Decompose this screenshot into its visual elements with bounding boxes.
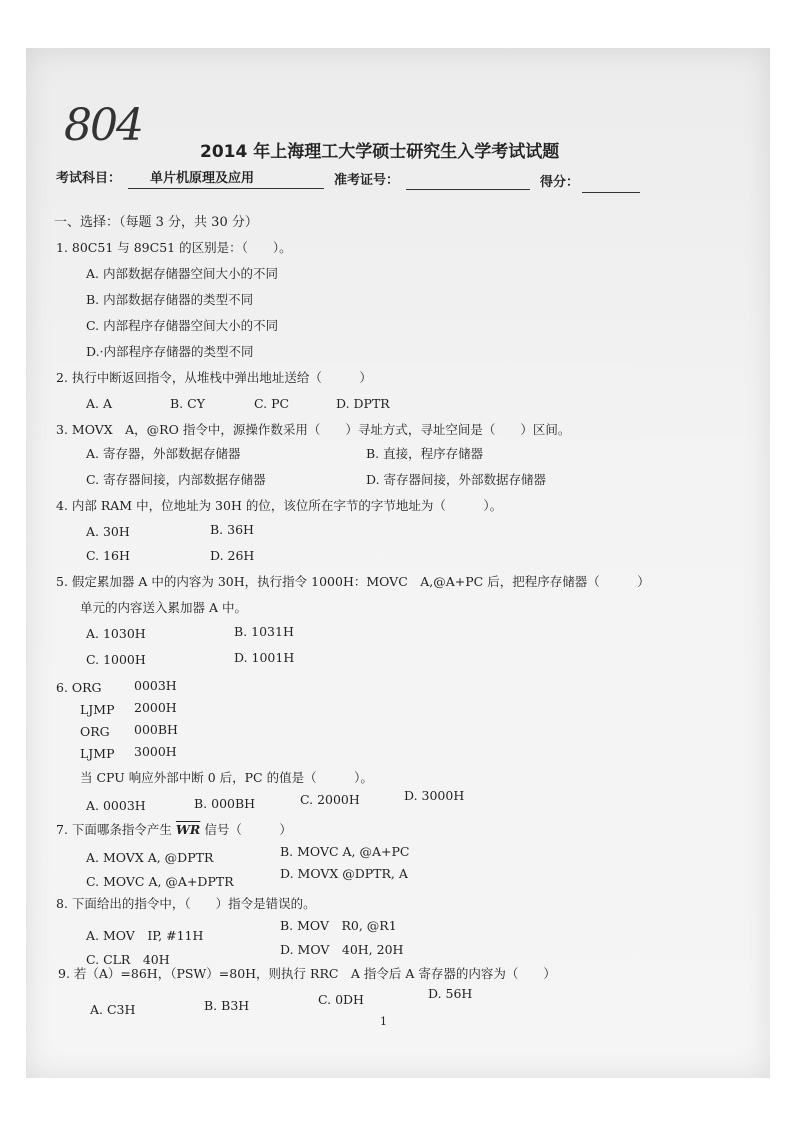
wr-signal: $\overline{WR}$ [175, 822, 201, 837]
q6-code-line-3-op: ORG [80, 724, 110, 739]
q7-stem-pre: 7. 下面哪条指令产生 [56, 822, 172, 837]
q4-option-d: D. 26H [210, 548, 255, 563]
q9-option-a: A. C3H [90, 1002, 136, 1017]
question-4-stem: 4. 内部 RAM 中，位地址为 30H 的位，该位所在字节的字节地址为（ ）。 [56, 498, 503, 513]
q8-option-d: D. MOV 40H, 20H [280, 942, 404, 957]
question-1-stem: 1. 80C51 与 89C51 的区别是：（ ）。 [56, 240, 292, 255]
q6-code-line-4-arg: 3000H [134, 744, 177, 759]
q7-option-d: D. MOVX @DPTR, A [280, 866, 408, 881]
subject-label: 考试科目： [56, 171, 122, 186]
subject-value: 单片机原理及应用 [150, 171, 255, 186]
score-field[interactable] [582, 192, 640, 193]
admission-field[interactable] [406, 189, 530, 190]
q5-option-c: C. 1000H [86, 652, 146, 667]
q1-option-b: B. 内部数据存储器的类型不同 [86, 292, 254, 307]
q3-option-b: B. 直接，程序存储器 [366, 446, 484, 461]
q8-option-a: A. MOV IP, #11H [86, 928, 204, 943]
q2-option-a: A. A [86, 396, 113, 411]
q2-option-d: D. DPTR [336, 396, 390, 411]
question-6-stem: 当 CPU 响应外部中断 0 后，PC 的值是（ ）。 [80, 770, 373, 785]
admission-label: 准考证号： [334, 173, 400, 188]
q4-option-c: C. 16H [86, 548, 130, 563]
score-label: 得分： [540, 175, 580, 190]
q9-option-d: D. 56H [428, 986, 473, 1001]
q6-code-line-1-arg: 0003H [134, 678, 177, 693]
exam-paper [26, 48, 770, 1078]
q6-option-b: B. 000BH [194, 796, 256, 811]
q2-option-c: C. PC [254, 396, 290, 411]
q6-code-line-4-op: LJMP [80, 746, 115, 761]
section-heading: 一、选择：（每题 3 分，共 30 分） [54, 215, 258, 230]
q7-stem-post: 信号（ ） [204, 822, 292, 837]
question-9-stem: 9. 若（A）=86H，（PSW）=80H，则执行 RRC A 指令后 A 寄存器的内容为（ ） [58, 966, 556, 981]
q2-option-b: B. CY [170, 396, 205, 411]
q6-option-a: A. 0003H [86, 798, 146, 813]
q5-option-a: A. 1030H [86, 626, 146, 641]
q6-code-line-2-arg: 2000H [134, 700, 177, 715]
q1-option-c: C. 内部程序存储器空间大小的不同 [86, 318, 279, 333]
q9-option-b: B. B3H [204, 998, 250, 1013]
q3-option-a: A. 寄存器，外部数据存储器 [86, 446, 241, 461]
q7-option-a: A. MOVX A, @DPTR [86, 850, 214, 865]
q7-option-c: C. MOVC A, @A+DPTR [86, 874, 234, 889]
question-7-stem [56, 824, 292, 837]
q1-option-a: A. 内部数据存储器空间大小的不同 [86, 266, 278, 281]
handwritten-code: 804 [64, 100, 142, 151]
q6-code-line-2-op: LJMP [80, 702, 115, 717]
q9-option-c: C. 0DH [318, 992, 364, 1007]
question-8-stem: 8. 下面给出的指令中，（ ）指令是错误的。 [56, 896, 316, 911]
page-number: 1 [380, 1015, 387, 1028]
q4-option-b: B. 36H [210, 522, 254, 537]
q6-option-d: D. 3000H [404, 788, 465, 803]
page-title: 2014 年上海理工大学硕士研究生入学考试试题 [200, 142, 560, 162]
q1-option-d: D.·内部程序存储器的类型不同 [86, 344, 254, 359]
q6-option-c: C. 2000H [300, 792, 360, 807]
question-2-stem: 2. 执行中断返回指令，从堆栈中弹出地址送给（ ） [56, 370, 372, 385]
q8-option-b: B. MOV R0, @R1 [280, 918, 397, 933]
q3-option-d: D. 寄存器间接，外部数据存储器 [366, 472, 547, 487]
question-5-stem: 5. 假定累加器 A 中的内容为 30H，执行指令 1000H：MOVC A,@A+PC 后，把程序存储器（ ） [56, 574, 650, 589]
q5-option-b: B. 1031H [234, 624, 294, 639]
q5-option-d: D. 1001H [234, 650, 295, 665]
q6-code-line-1-op: 6. ORG [56, 680, 102, 695]
subject-underline [128, 188, 324, 189]
question-3-stem: 3. MOVX A，@RO 指令中，源操作数采用（ ）寻址方式，寻址空间是（ ）区间。 [56, 422, 571, 437]
question-5-stem-continued: 单元的内容送入累加器 A 中。 [80, 600, 247, 615]
q6-code-line-3-arg: 000BH [134, 722, 178, 737]
q3-option-c: C. 寄存器间接，内部数据存储器 [86, 472, 266, 487]
q4-option-a: A. 30H [86, 524, 130, 539]
q8-option-c: C. CLR 40H [86, 952, 170, 967]
q7-option-b: B. MOVC A, @A+PC [280, 844, 410, 859]
